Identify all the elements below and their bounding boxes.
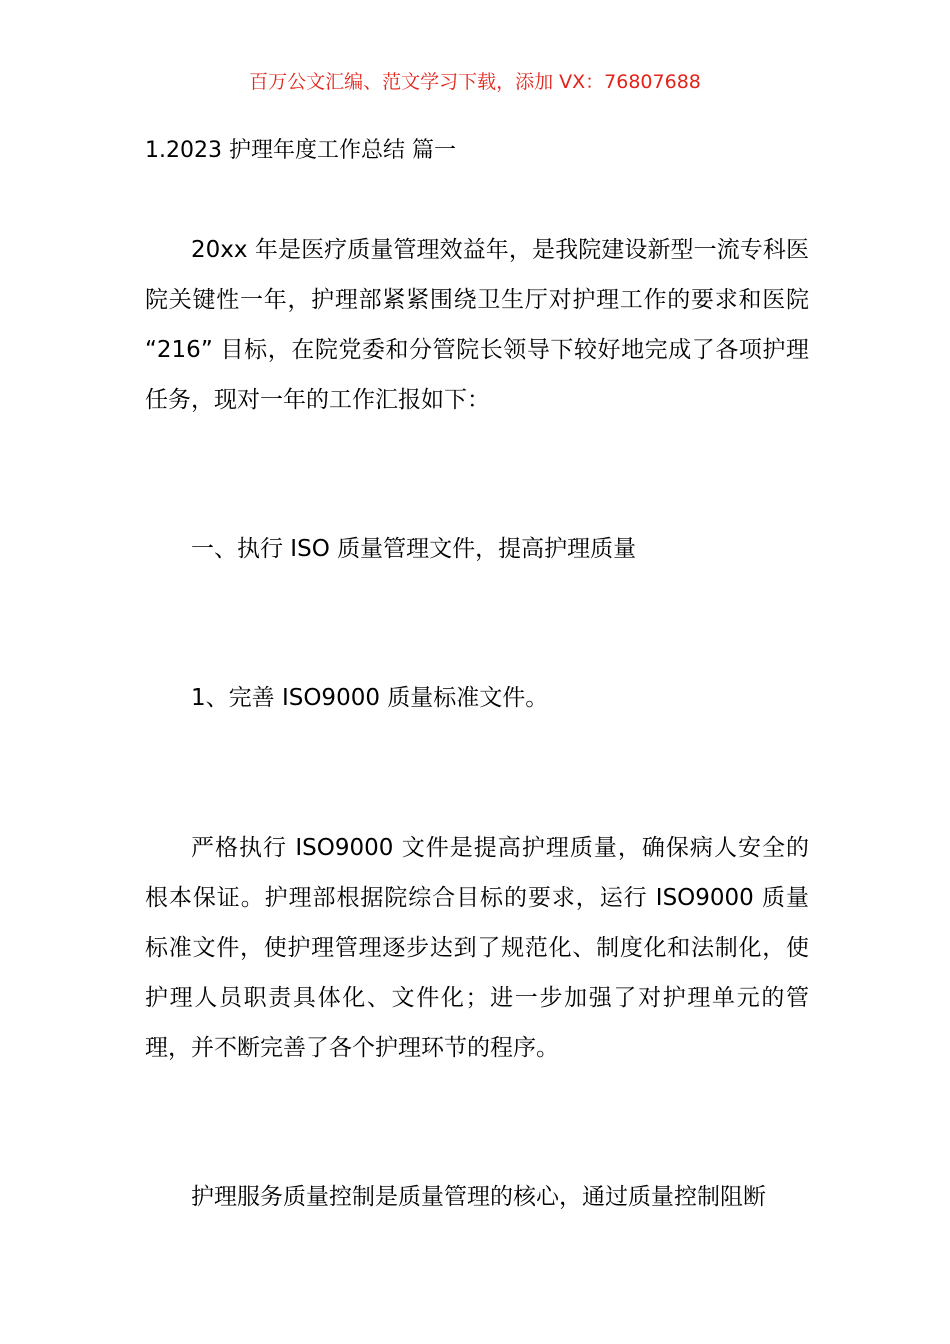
body-paragraph-continued: 护理服务质量控制是质量管理的核心，通过质量控制阻断 (191, 1184, 766, 1210)
subsection-heading: 1、完善 ISO9000 质量标准文件。 (191, 685, 549, 711)
body-paragraph: 严格执行 ISO9000 文件是提高护理质量，确保病人安全的根本保证。护理部根据院综合目标的要求，运行 ISO9000 质量标准文件，使护理管理逐步达到了规范化、制度化和法制化，使护理人员职责具体化、文件化；进一步加强了对护理单元的管理，并不断完善了各个护理环节的程序。 (145, 835, 809, 1061)
document-title: 1.2023 护理年度工作总结 篇一 (145, 138, 456, 163)
intro-paragraph: 20xx 年是医疗质量管理效益年，是我院建设新型一流专科医院关键性一年，护理部紧紧围绕卫生厅对护理工作的要求和医院 “216” 目标，在院党委和分管院长领导下较好地完成了各项护理任务，现对一年的工作汇报如下： (145, 237, 809, 413)
header-watermark: 百万公文汇编、范文学习下载，添加 VX：76807688 (249, 71, 701, 93)
section-heading: 一、执行 ISO 质量管理文件，提高护理质量 (191, 536, 637, 562)
